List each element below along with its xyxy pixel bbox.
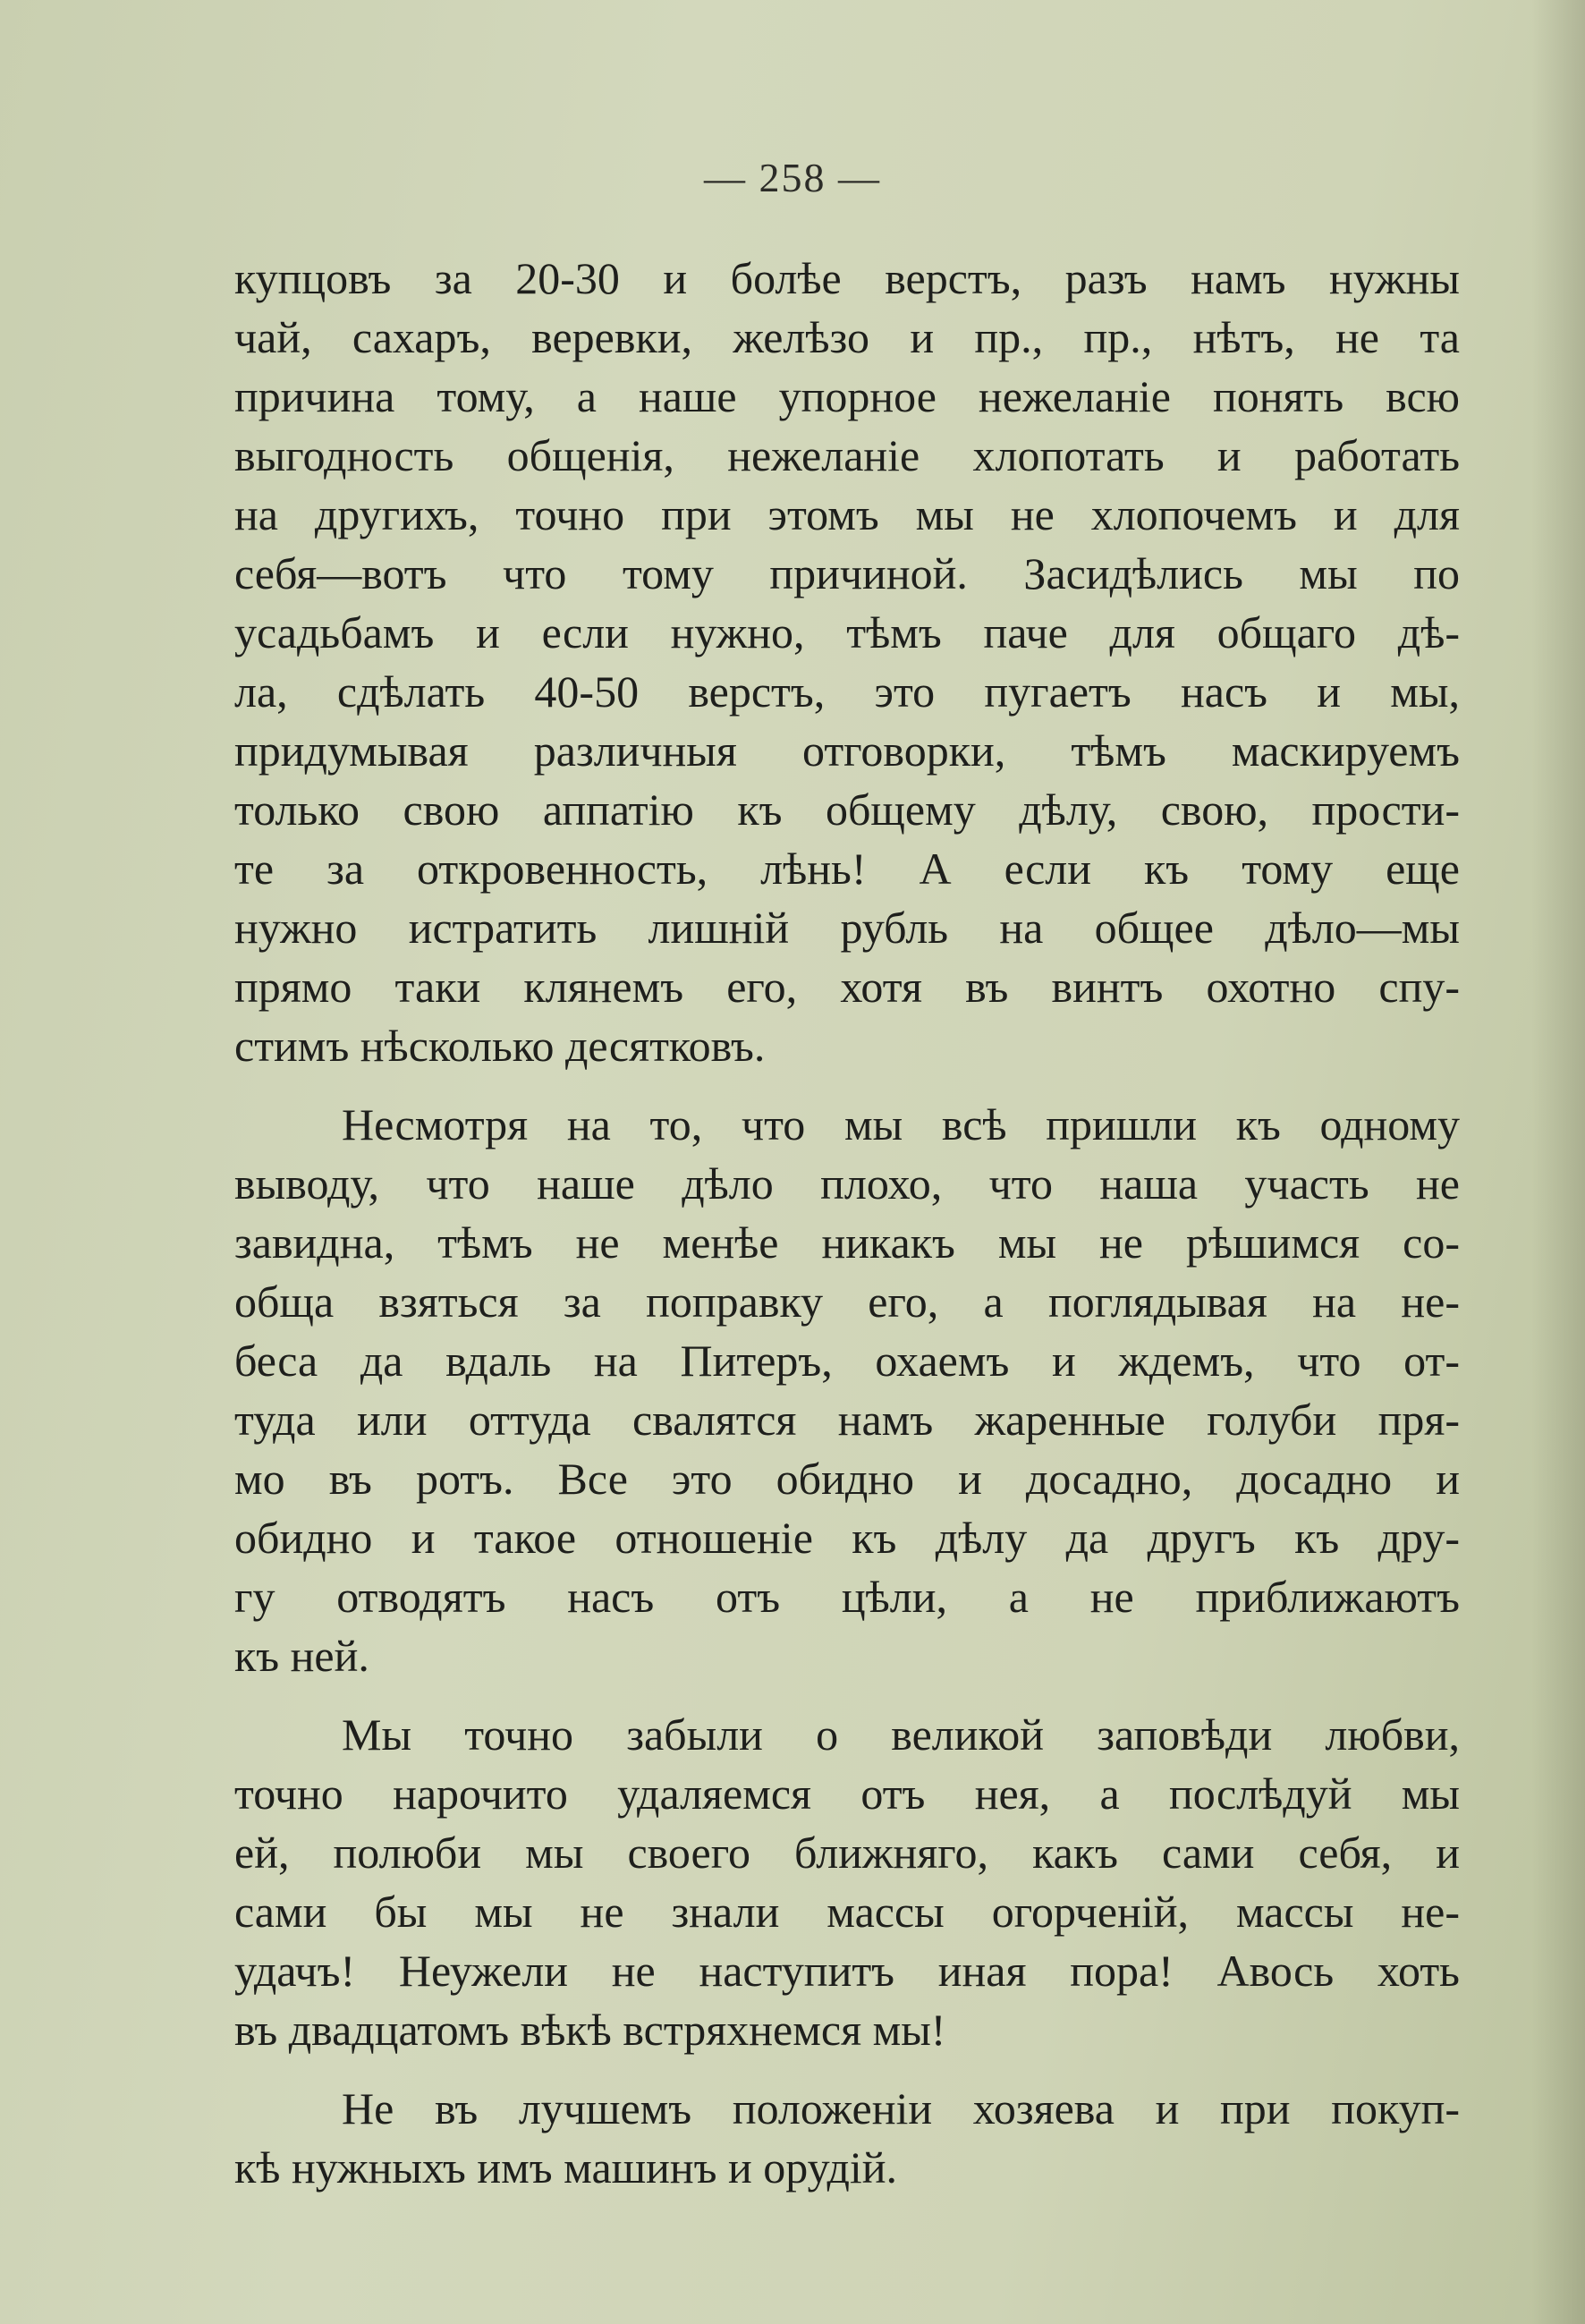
body-text [234, 249, 1460, 2217]
text-line: Мы точно забыли о великой заповѣди любви, [342, 1709, 1460, 1760]
text-line: точно нарочито удаляемся отъ нея, а послѣдуй мы [234, 1768, 1460, 1819]
text-line: причина тому, а наше упорное нежеланіе понять всю [234, 371, 1460, 421]
text-line: гу отводятъ насъ отъ цѣли, а не приближаютъ [234, 1572, 1460, 1622]
text-line: себя—вотъ что тому причиной. Засидѣлись мы по [234, 548, 1460, 598]
text-line: выводу, что наше дѣло плохо, что наша участь не [234, 1158, 1460, 1209]
text-line: туда или оттуда свалятся намъ жаренные голуби пря- [234, 1395, 1460, 1445]
text-line: только свою аппатію къ общему дѣлу, свою, прости- [234, 785, 1460, 835]
text-line: нужно истратить лишній рубль на общее дѣло—мы [234, 903, 1460, 953]
text-line: чай, сахаръ, веревки, желѣзо и пр., пр., нѣтъ, не та [234, 312, 1460, 362]
text-line: прямо таки клянемъ его, хотя въ винтъ охотно спу- [234, 962, 1460, 1012]
text-line: кѣ нужныхъ имъ машинъ и орудій. [234, 2142, 898, 2193]
paragraph-4 [234, 2079, 1460, 2197]
text-line: обидно и такое отношеніе къ дѣлу да другъ къ дру- [234, 1513, 1460, 1563]
text-line: стимъ нѣсколько десятковъ. [234, 1021, 766, 1071]
text-line: удачъ! Неужели не наступитъ иная пора! Авось хоть [234, 1946, 1460, 1996]
text-line: придумывая различныя отговорки, тѣмъ маскируемъ [234, 725, 1460, 776]
text-line: къ ней. [234, 1631, 369, 1681]
text-line: обща взяться за поправку его, а поглядывая на не- [234, 1277, 1460, 1327]
text-line: завидна, тѣмъ не менѣе никакъ мы не рѣшимся со- [234, 1217, 1460, 1268]
text-line: Не въ лучшемъ положеніи хозяева и при покуп- [342, 2083, 1460, 2133]
text-line: Несмотря на то, что мы всѣ пришли къ одному [342, 1099, 1460, 1149]
text-line: усадьбамъ и если нужно, тѣмъ паче для общаго дѣ- [234, 607, 1460, 657]
text-line: ла, сдѣлать 40-50 верстъ, это пугаетъ насъ и мы, [234, 666, 1460, 717]
page-number: — 258 — [704, 155, 881, 200]
text-line: ей, полюби мы своего ближняго, какъ сами себя, и [234, 1828, 1460, 1878]
text-line: выгодность общенія, нежеланіе хлопотать и работать [234, 430, 1460, 480]
text-line: те за откровенность, лѣнь! А если къ тому еще [234, 844, 1460, 894]
text-line: сами бы мы не знали массы огорченій, массы не- [234, 1887, 1460, 1937]
paragraph-3 [234, 1705, 1460, 2059]
text-line: въ двадцатомъ вѣкѣ встряхнемся мы! [234, 2005, 946, 2055]
paragraph-2 [234, 1095, 1460, 1685]
text-line: мо въ ротъ. Все это обидно и досадно, досадно и [234, 1454, 1460, 1504]
page-edge-shadow [1531, 0, 1585, 2324]
paragraph-1 [234, 249, 1460, 1075]
text-line: купцовъ за 20-30 и болѣе верстъ, разъ намъ нужны [234, 253, 1460, 303]
text-line: беса да вдаль на Питеръ, охаемъ и ждемъ, что от- [234, 1336, 1460, 1386]
text-line: на другихъ, точно при этомъ мы не хлопочемъ и для [234, 489, 1460, 539]
